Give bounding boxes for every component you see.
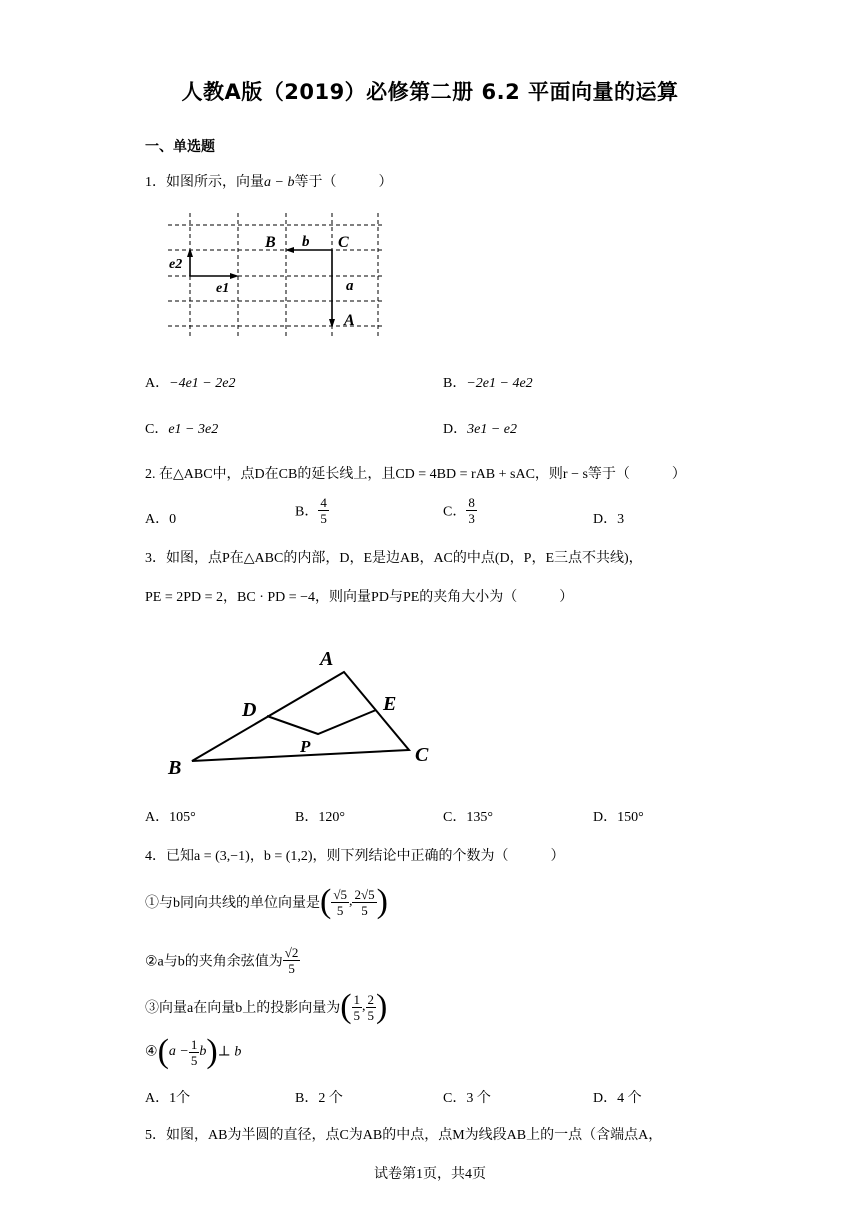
- fig3-label-D: D: [242, 699, 257, 721]
- fig1-label-e2: e2: [169, 257, 183, 272]
- q1-stem-suffix: 等于（ ）: [294, 175, 393, 190]
- q1-stem: [145, 171, 392, 191]
- q3-option-c[interactable]: C．135°: [443, 810, 493, 825]
- fig1-label-B: B: [265, 234, 276, 251]
- q4-option-d[interactable]: D．4 个: [593, 1091, 642, 1106]
- fig3-label-P: P: [300, 737, 311, 756]
- q4-option-a[interactable]: A．1个: [145, 1091, 191, 1106]
- fig3-label-E: E: [383, 693, 397, 715]
- fig1-label-b: b: [302, 234, 310, 250]
- q4-option-b[interactable]: B．2 个: [295, 1091, 343, 1106]
- q1-stem-prefix: 1．如图所示，向量: [145, 175, 264, 190]
- q1-option-d[interactable]: D．3e1 − e2: [443, 422, 517, 437]
- q5-stem: 5．如图，AB为半圆的直径，点C为AB的中点，点M为线段AB上的一点（含端点A，: [145, 1128, 663, 1143]
- q3-option-a[interactable]: A．105°: [145, 810, 196, 825]
- fig3-label-B: B: [168, 757, 182, 779]
- fig1-label-e1: e1: [216, 281, 230, 296]
- q2-option-a[interactable]: A．0: [145, 512, 177, 527]
- q4-statement-2: ②a与b的夹角余弦值为 $\frac{√2}{5}$: [145, 945, 299, 976]
- q2-option-c[interactable]: C． $\frac{8}{3}$: [443, 495, 475, 526]
- q4-stem: 4．已知a = (3,−1)，b = (1,2)，则下列结论中正确的个数为（ ）: [145, 849, 565, 864]
- q2-option-d[interactable]: D．3: [593, 512, 625, 527]
- q1-option-a[interactable]: A．−4e1 − 2e2: [145, 376, 236, 391]
- section-heading: 一、单选题: [145, 139, 215, 155]
- q4-statement-4: ④(a − $\frac{1}{5}$ b)⊥ b: [145, 1033, 242, 1070]
- q3-option-b[interactable]: B．120°: [295, 810, 345, 825]
- q3-stem-line2: PE = 2PD = 2，BC · PD = −4，则向量PD与PE的夹角大小为（ ）: [145, 590, 574, 605]
- fig1-label-a: a: [346, 278, 354, 294]
- q4-option-c[interactable]: C．3 个: [443, 1091, 491, 1106]
- fig3-label-C: C: [415, 744, 429, 766]
- q1-stem-expr: a − b: [264, 175, 295, 190]
- q4-statement-1: ①与b同向共线的单位向量是( $\frac{√5}{5}$ , $\frac{2√5}{5}$ ): [145, 883, 388, 920]
- q4-statement-3: ③向量a在向量b上的投影向量为( $\frac{1}{5}$ , $\frac{2}{5}$ ): [145, 988, 388, 1025]
- fig1-label-A: A: [344, 312, 355, 329]
- q3-figure: [160, 640, 450, 785]
- q3-option-d[interactable]: D．150°: [593, 810, 644, 825]
- q1-option-c[interactable]: C．e1 − 3e2: [145, 422, 219, 437]
- q1-option-b[interactable]: B．−2e1 − 4e2: [443, 376, 533, 391]
- page-footer: 试卷第1页，共4页: [374, 1167, 486, 1182]
- q1-figure: [160, 208, 390, 343]
- fig1-label-C: C: [338, 234, 349, 251]
- q3-stem-line1: 3．如图，点P在△ABC的内部，D，E是边AB，AC的中点(D，P，E三点不共线)，: [145, 551, 643, 566]
- q2-stem: 2. 在△ABC中，点D在CB的延长线上，且CD = 4BD = rAB + sAC，则r − s等于（ ）: [145, 467, 686, 482]
- q2-option-b[interactable]: B． $\frac{4}{5}$: [295, 495, 327, 526]
- page-title: 人教A版（2019）必修第二册 6.2 平面向量的运算: [181, 80, 679, 104]
- fig3-label-A: A: [320, 648, 334, 670]
